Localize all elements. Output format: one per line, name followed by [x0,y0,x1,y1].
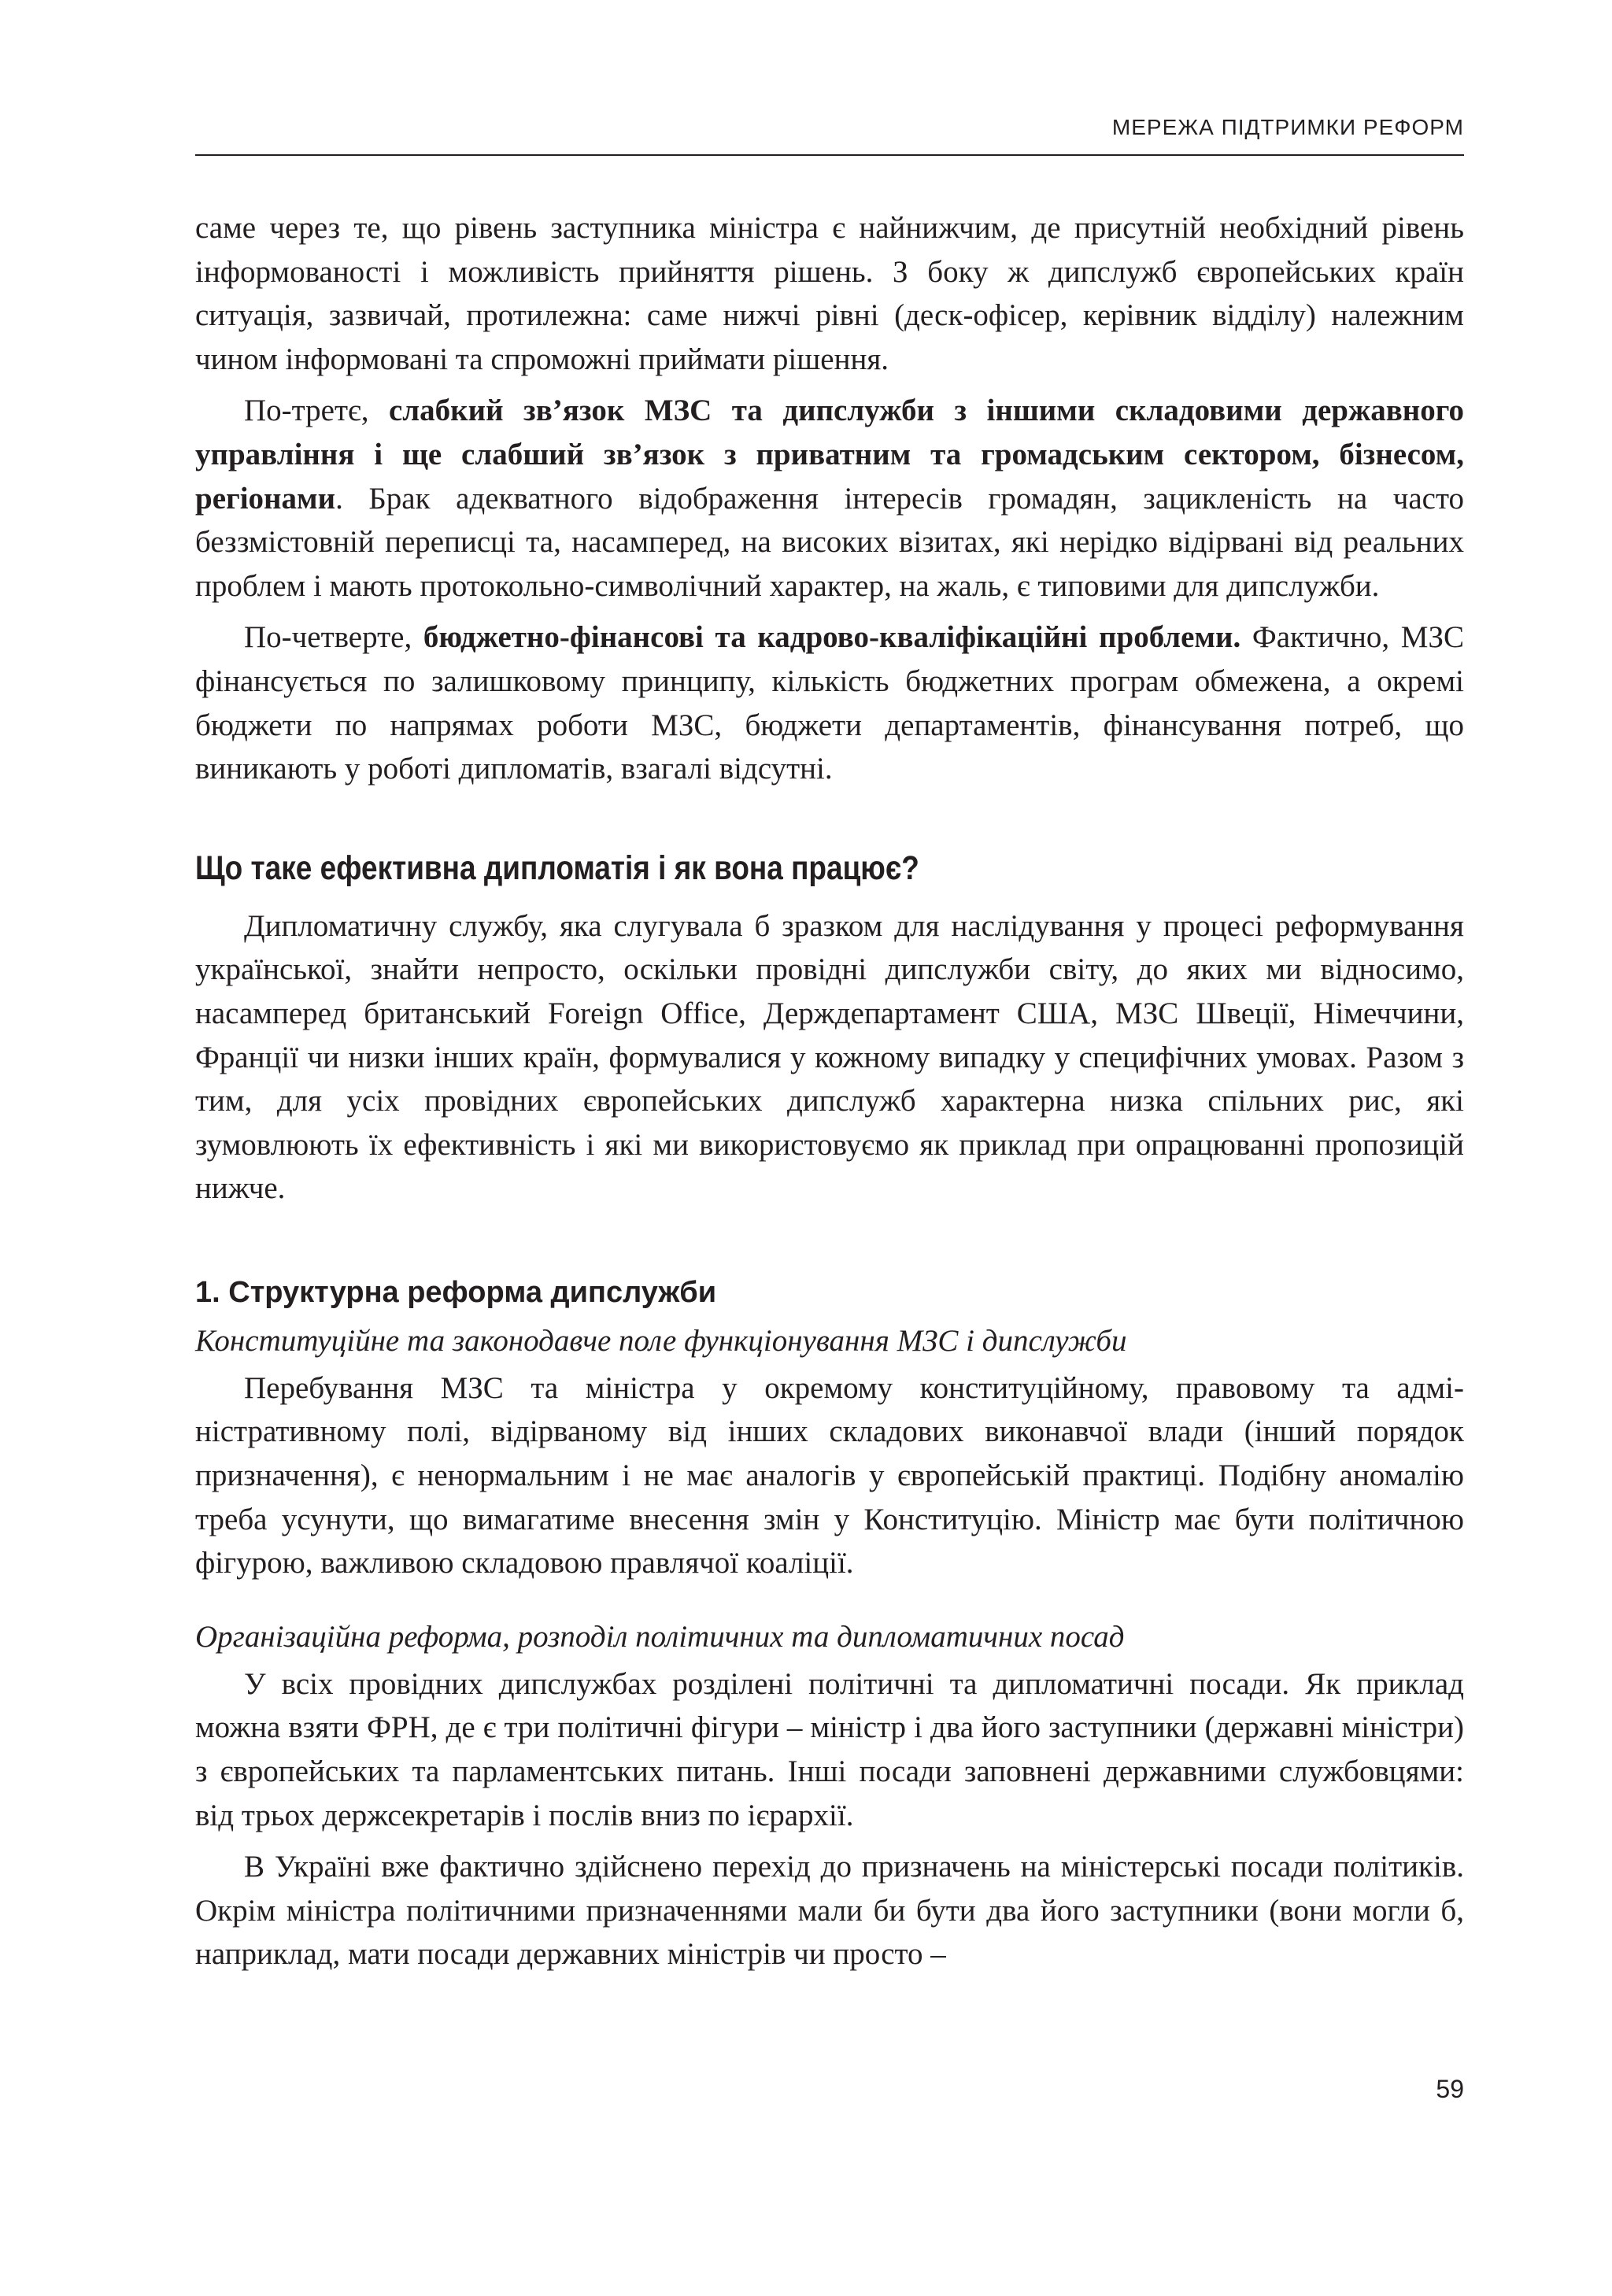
paragraph-continuation: саме через те, що рівень заступника міністра є найнижчим, де присутній необхідний рівень інформованості і можливість прийняття рішень. З боку ж дипслужб європейських країн ситуація, зазвичай, протилежна: саме нижчі рівні (деск-офісер, керівник відділу) належним чином інформовані та спроможні приймати рішення. [195,211,1464,376]
paragraph-third-bold: слабкий зв’язок МЗС та дипслужби з іншими складовими державного управління і ще слабший зв’язок з приватним та громадським сектором, бізнесом, регіонами [195,394,1464,516]
paragraph-third-lead: По-третє, [244,394,389,428]
section-heading: Що таке ефективна дипломатія і як вона працює? [195,849,919,887]
paragraph-organizational-1: У всіх провідних дипслужбах розділені політичні та дипломатичні посади. Як приклад можна взяти ФРН, де є три політичні фігури – міністр і два його заступники (державні міністри) з європейських та парламентських питань. Інші посади заповнені державними службовцями: від трьох держсекретарів і послів вниз по ієрархії. [195,1666,1464,1832]
paragraph-effective-diplomacy: Дипломатичну службу, яка слугувала б зразком для наслідування у процесі реформування української, знайти непросто, оскільки провідні дипслужби світу, до яких ми відносимо, насамперед британський Foreign Office, Держдепартамент США, МЗС Швеції, Німеччини, Франції чи низки інших країн, формувалися у кожному випадку у специфічних умовах. Разом з тим, для усіх провідних європейських дипслужб характерна низка спільних рис, які зумовлюють їх ефективність і які ми використовуємо як приклад при опрацюванні пропозицій нижче. [195,908,1464,1206]
page-number: 59 [1436,2075,1464,2103]
paragraph-organizational-2: В Україні вже фактично здійснено перехід до призначень на міністерські посади політиків. Окрім міністра політичними призначеннями мали би бути два його заступники (вони могли б, наприклад, мати посади державних міністрів чи просто – [195,1850,1464,1972]
italic-heading-organizational: Організаційна реформа, розподіл політичних та дипломатичних посад [195,1619,1125,1654]
paragraph-constitutional: Перебування МЗС та міністра у окремому конституційному, правовому та адміністративному полі, відірваному від інших складових виконавчої влади (інший порядок призначення), є ненормальним і не має аналогів у європейській практиці. Подібну аномалію треба усунути, що вимагатиме внесення змін у Конституцію. Міністр має бути політичною фігурою, важливою складовою правлячої коаліції. [195,1370,1464,1581]
paragraph-fourth-problem [195,616,1464,790]
paragraph-third-rest: . Брак адекватного відображення інтересів громадян, зацикленість на часто беззмістовній переписці та, насамперед, на високих візитах, які нерідко відірвані від реальних проблем і мають протокольно-символічний характер, на жаль, є типовими для дипслужби. [195,481,1464,603]
paragraph-fourth-lead: По-четверте, [244,620,423,655]
paragraph-third-problem [195,389,1464,608]
subsection-heading: 1. Структурна реформа дипслужби [195,1275,717,1309]
page-content [195,206,1464,1984]
running-title: МЕРЕЖА ПІДТРИМКИ РЕФОРМ [1111,115,1464,139]
running-header [195,110,1464,156]
paragraph-fourth-bold: бюджетно-фінансові та кадрово-кваліфікаційні проблеми. [423,620,1241,655]
italic-heading-constitutional: Конституційне та законодавче поле функціонування МЗС і дипслужби [195,1323,1127,1358]
paragraph-fourth-rest: Фактично, МЗС фінансується по залишковому принципу, кількість бюджетних програм обмежена, а окремі бюджети по напрямах роботи МЗС, бюджети департаментів, фінансування потреб, що виникають у роботі дипломатів, взагалі відсутні. [195,620,1464,786]
